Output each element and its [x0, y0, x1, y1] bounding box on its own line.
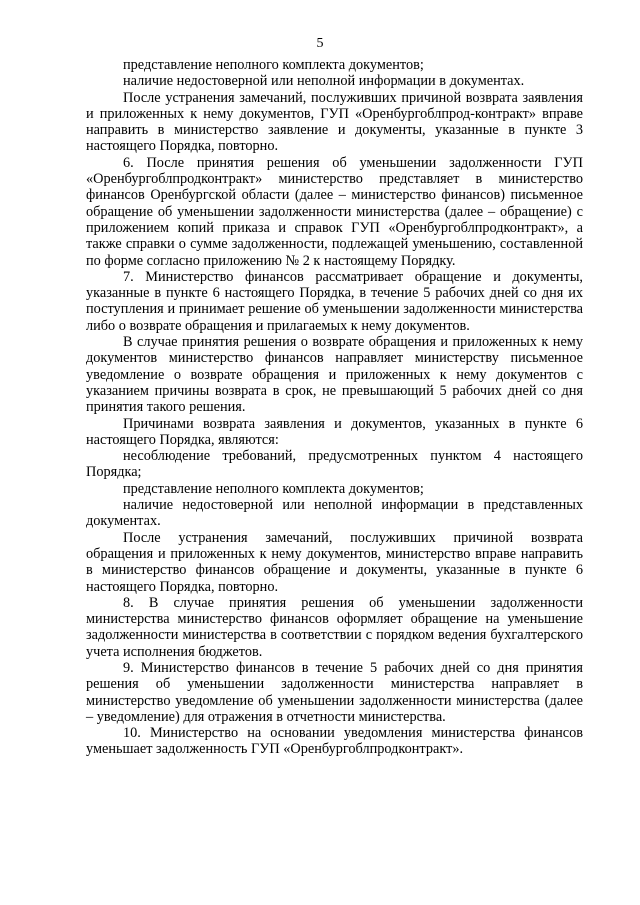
- paragraph: 7. Министерство финансов рассматривает обращение и документы, указанные в пункте 6 настоящего Порядка, в течение 5 рабочих дней со дня их поступления и принимает решение об уменьшении задолженности министерства либо о возврате обращения и прилагаемых к нему документов.: [86, 268, 583, 334]
- paragraph: После устранения замечаний, послуживших причиной возврата заявления и приложенных к нему документов, ГУП «Оренбургоблпрод-контракт» вправе направить в министерство заявление и документы, указанные в пункте 3 настоящего Порядка, повторно.: [86, 89, 583, 155]
- page-number: 5: [316, 36, 324, 51]
- paragraph: В случае принятия решения о возврате обращения и приложенных к нему документов министерство финансов направляет министерству письменное уведомление о возврате обращения и приложенных к нему документов с указанием причины возврата в срок, не превышающий 5 рабочих дней со дня принятия такого решения.: [86, 334, 583, 416]
- document-body: [86, 57, 583, 758]
- paragraph: 9. Министерство финансов в течение 5 рабочих дней со дня принятия решения об уменьшении задолженности министерства направляет в министерство уведомление об уменьшении задолженности министерства (далее – уведомление) для отражения в отчетности министерства.: [86, 659, 583, 725]
- paragraph: наличие недостоверной или неполной информации в документах.: [123, 73, 525, 90]
- paragraph: представление неполного комплекта документов;: [123, 480, 424, 497]
- paragraph: 8. В случае принятия решения об уменьшении задолженности министерства министерство финансов оформляет обращение на уменьшение задолженности министерства в соответствии с порядком ведения бухгалтерского учета исполнения бюджетов.: [86, 594, 583, 660]
- paragraph: 6. После принятия решения об уменьшении задолженности ГУП «Оренбургоблпродконтракт» министерство представляет в министерство финансов Оренбургской области (далее – министерство финансов) письменное обращение об уменьшении задолженности министерства (далее – обращение) с приложением копий приказа и справок ГУП «Оренбургоблпродконтракт», а также справки о сумме задолженности, подлежащей уменьшению, составленной по форме согласно приложению № 2 к настоящему Порядку.: [86, 154, 583, 269]
- paragraph: 10. Министерство на основании уведомления министерства финансов уменьшает задолженность ГУП «Оренбургоблпродконтракт».: [86, 725, 583, 758]
- paragraph: несоблюдение требований, предусмотренных пунктом 4 настоящего Порядка;: [86, 448, 583, 481]
- paragraph: представление неполного комплекта документов;: [123, 57, 424, 73]
- paragraph: наличие недостоверной или неполной информации в представленных документах.: [86, 497, 583, 530]
- paragraph: После устранения замечаний, послуживших причиной возврата обращения и приложенных к нему документов, министерство вправе направить в министерство финансов обращение и документы, указанные в пункте 6 настоящего Порядка, повторно.: [86, 529, 583, 595]
- paragraph: Причинами возврата заявления и документов, указанных в пункте 6 настоящего Порядка, являются:: [86, 415, 583, 448]
